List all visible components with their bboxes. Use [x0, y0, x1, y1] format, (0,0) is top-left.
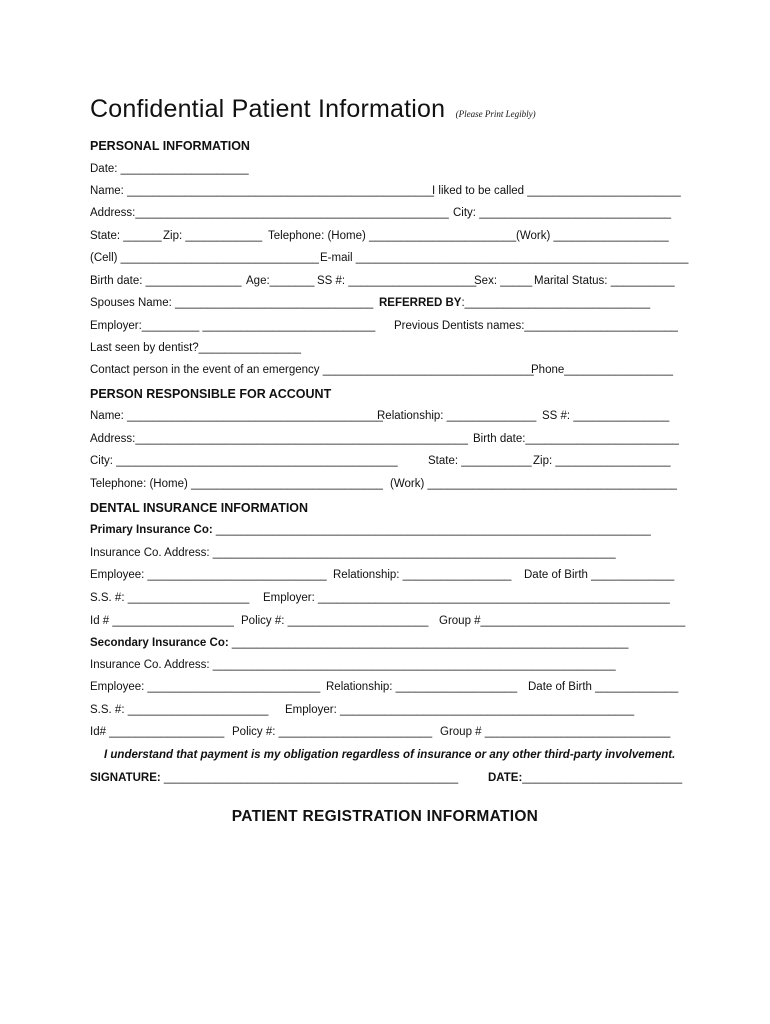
secondary-insurance-line: ______________________________________________________________	[228, 637, 629, 649]
row-resp-address	[90, 433, 680, 451]
state-field[interactable]: State: ______	[90, 230, 162, 242]
row-secondary-address	[90, 659, 680, 677]
signature-date-field[interactable]	[488, 772, 682, 784]
row-secondary-ss	[90, 704, 680, 722]
primary-ss-field[interactable]: S.S. #: ___________________	[90, 592, 250, 604]
row-address	[90, 207, 680, 225]
previous-dentists-field[interactable]: Previous Dentists names:________________________	[394, 320, 678, 332]
signature-date-line: _________________________	[522, 772, 683, 784]
row-spouse	[90, 297, 680, 315]
row-last-seen	[90, 342, 680, 360]
primary-insurance-field[interactable]	[90, 524, 651, 536]
secondary-group-field[interactable]: Group # _____________________________	[440, 726, 671, 738]
signature-line: ______________________________________________	[160, 772, 459, 784]
secondary-dob-field[interactable]: Date of Birth _____________	[528, 681, 679, 693]
row-secondary-insurance	[90, 637, 680, 655]
row-name	[90, 185, 680, 203]
row-primary-employee	[90, 569, 680, 587]
row-state	[90, 230, 680, 248]
row-cell	[90, 252, 689, 270]
primary-relationship-field[interactable]: Relationship: _________________	[333, 569, 512, 581]
row-employer	[90, 320, 680, 338]
responsible-ss-field[interactable]: SS #: _______________	[542, 410, 670, 422]
email-field[interactable]: E-mail ____________________________________________________	[320, 252, 689, 264]
responsible-name-field[interactable]: Name: ________________________________________	[90, 410, 383, 422]
responsible-relationship-field[interactable]: Relationship: ______________	[377, 410, 537, 422]
emergency-phone-field[interactable]: Phone_________________	[531, 364, 673, 376]
secondary-insurance-address-field[interactable]: Insurance Co. Address: _______________________________________________________________	[90, 659, 616, 671]
row-date	[90, 163, 680, 181]
primary-employee-field[interactable]: Employee: ____________________________	[90, 569, 327, 581]
date-field[interactable]: Date: ____________________	[90, 163, 249, 175]
ss-number-field[interactable]: SS #: ____________________	[317, 275, 477, 287]
secondary-relationship-field[interactable]: Relationship: ___________________	[326, 681, 518, 693]
employer-field[interactable]: Employer:_________ ___________________________	[90, 320, 376, 332]
secondary-employer-field[interactable]: Employer: ______________________________________________	[285, 704, 635, 716]
row-contact	[90, 364, 680, 382]
secondary-policy-field[interactable]: Policy #: ________________________	[232, 726, 433, 738]
primary-id-field[interactable]: Id # ___________________	[90, 615, 234, 627]
referred-by-field[interactable]	[379, 297, 650, 309]
row-birth	[90, 275, 680, 293]
cell-field[interactable]: (Cell) _______________________________	[90, 252, 319, 264]
liked-to-be-called-field[interactable]: I liked to be called ________________________	[432, 185, 681, 197]
age-field[interactable]: Age:_______	[246, 275, 315, 287]
telephone-work-field[interactable]: (Work) __________________	[516, 230, 669, 242]
insurance-heading: DENTAL INSURANCE INFORMATION	[90, 501, 309, 515]
birth-date-field[interactable]: Birth date: _______________	[90, 275, 242, 287]
name-field[interactable]: Name: ________________________________________________	[90, 185, 435, 197]
responsible-city-field[interactable]: City: ____________________________________________	[90, 455, 398, 467]
referred-by-line: :_____________________________	[461, 297, 651, 309]
secondary-insurance-label: Secondary Insurance Co:	[90, 637, 229, 649]
form-title	[90, 95, 536, 124]
row-resp-city	[90, 455, 680, 473]
primary-employer-field[interactable]: Employer: _______________________________________________________	[263, 592, 670, 604]
sex-field[interactable]: Sex: _____	[474, 275, 533, 287]
responsible-heading: PERSON RESPONSIBLE FOR ACCOUNT	[90, 387, 332, 401]
registration-footer-title: PATIENT REGISTRATION INFORMATION	[231, 808, 539, 825]
row-secondary-id	[90, 726, 680, 744]
responsible-address-field[interactable]: Address:____________________________________________________	[90, 433, 468, 445]
primary-insurance-label: Primary Insurance Co:	[90, 524, 213, 536]
responsible-birth-date-field[interactable]: Birth date:________________________	[473, 433, 679, 445]
primary-group-field[interactable]: Group #________________________________	[439, 615, 686, 627]
primary-insurance-line: ____________________________________________________________________	[212, 524, 651, 536]
primary-policy-field[interactable]: Policy #: ______________________	[241, 615, 429, 627]
primary-insurance-address-field[interactable]: Insurance Co. Address: _______________________________________________________________	[90, 547, 616, 559]
secondary-id-field[interactable]: Id# __________________	[90, 726, 225, 738]
personal-info-heading: PERSONAL INFORMATION	[90, 139, 250, 153]
signature-label: SIGNATURE:	[90, 772, 161, 784]
row-primary-id	[90, 615, 686, 633]
secondary-ss-field[interactable]: S.S. #: ______________________	[90, 704, 269, 716]
marital-status-field[interactable]: Marital Status: __________	[534, 275, 675, 287]
city-field[interactable]: City: ______________________________	[453, 207, 672, 219]
payment-obligation-statement: I understand that payment is my obligation regardless of insurance or any other third-party involvement.	[104, 749, 676, 761]
row-primary-address	[90, 547, 680, 565]
secondary-employee-field[interactable]: Employee: ___________________________	[90, 681, 321, 693]
responsible-telephone-work-field[interactable]: (Work) _______________________________________	[390, 478, 677, 490]
responsible-zip-field[interactable]: Zip: __________________	[533, 455, 671, 467]
signature-field[interactable]	[90, 772, 458, 784]
form-subtitle: (Please Print Legibly)	[455, 109, 536, 119]
telephone-home-field[interactable]: Telephone: (Home) _______________________	[268, 230, 517, 242]
row-primary-ss	[90, 592, 680, 610]
referred-by-label: REFERRED BY	[379, 297, 462, 309]
address-field[interactable]: Address:_________________________________________________	[90, 207, 449, 219]
row-signature	[90, 772, 683, 790]
form-title-text: Confidential Patient Information	[90, 95, 446, 123]
emergency-contact-field[interactable]: Contact person in the event of an emergency _________________________________	[90, 364, 534, 376]
row-resp-name	[90, 410, 680, 428]
secondary-insurance-field[interactable]	[90, 637, 628, 649]
row-resp-telephone	[90, 478, 680, 496]
row-secondary-employee	[90, 681, 680, 699]
last-seen-field[interactable]: Last seen by dentist?________________	[90, 342, 302, 354]
row-primary-insurance	[90, 524, 680, 542]
responsible-state-field[interactable]: State: ___________	[428, 455, 532, 467]
primary-dob-field[interactable]: Date of Birth _____________	[524, 569, 675, 581]
spouse-name-field[interactable]: Spouses Name: _______________________________	[90, 297, 374, 309]
signature-date-label: DATE:	[488, 772, 523, 784]
zip-field[interactable]: Zip: ____________	[163, 230, 263, 242]
responsible-telephone-home-field[interactable]: Telephone: (Home) ______________________________	[90, 478, 383, 490]
